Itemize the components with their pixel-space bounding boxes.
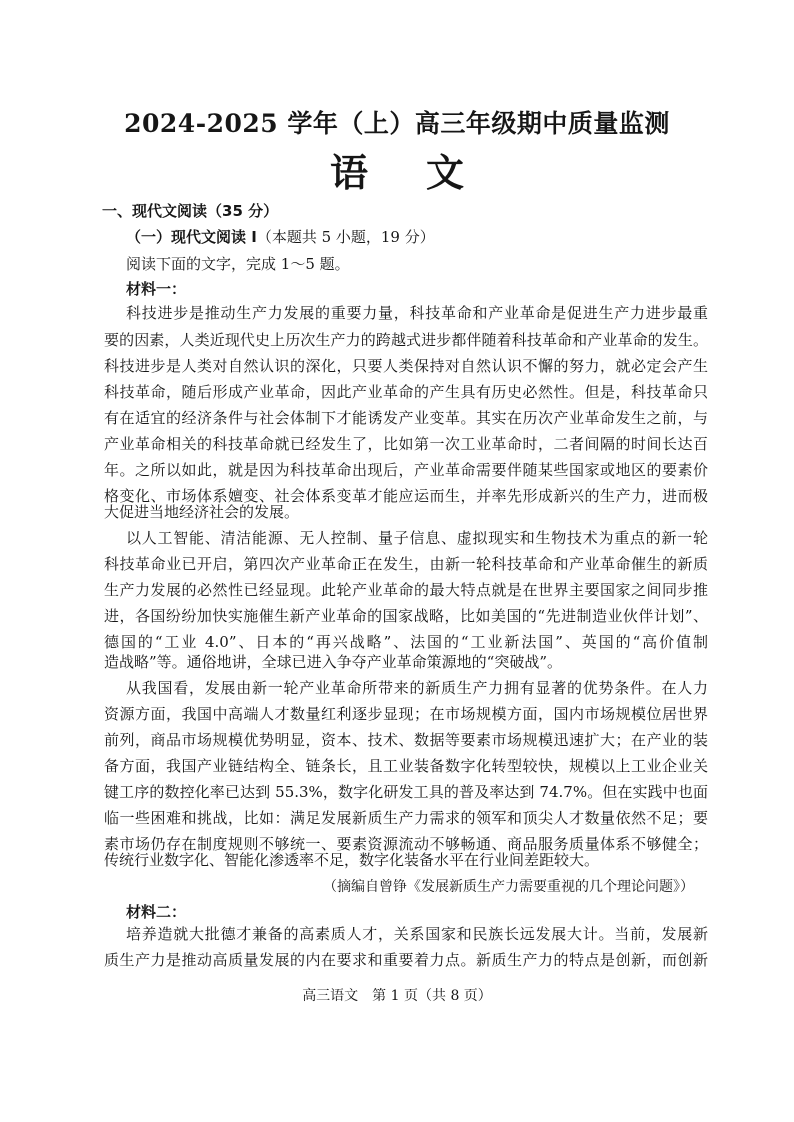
sub-heading-detail: （本题共 5 小题，19 分）: [256, 228, 435, 246]
body-line: 科技进步是推动生产力发展的重要力量，科技革命和产业革命是促进生产力进步最重: [126, 304, 708, 322]
section-heading: 一、现代文阅读（35 分）: [102, 202, 279, 220]
body-line: 大促进当地经济社会的发展。: [104, 503, 300, 521]
instruction: 阅读下面的文字，完成 1～5 题。: [126, 255, 350, 273]
sub-heading-title: （一）现代文阅读 I: [126, 228, 257, 246]
body-line: 要的因素，人类近现代史上历次生产力的跨越式进步都伴随着科技革命和产业革命的发生。: [104, 331, 708, 349]
source-citation: （摘编自曾铮《发展新质生产力需要重视的几个理论问题》）: [323, 879, 694, 895]
page-footer: 高三语文 第 1 页（共 8 页）: [302, 988, 492, 1004]
body-line: 从我国看，发展由新一轮产业革命所带来的新质生产力拥有显著的优势条件。在人力: [126, 679, 708, 697]
body-line: 备方面，我国产业链结构全、链条长，且工业装备数字化转型较快，规模以上工业企业关: [104, 757, 708, 775]
body-line: 资源方面，我国中高端人才数量红利逐步显现；在市场规模方面，国内市场规模位居世界: [104, 705, 708, 723]
body-line: 造战略”等。通俗地讲，全球已进入争夺产业革命策源地的“突破战”。: [104, 653, 563, 671]
sub-heading: [126, 227, 435, 247]
body-line: 格变化、市场体系嬗变、社会体系变革才能应运而生，并率先形成新兴的生产力，进而极: [104, 487, 708, 505]
body-line: 科技革命业已开启，第四次产业革命正在发生，由新一轮科技革命和产业革命催生的新质: [104, 555, 708, 573]
body-line: 科技革命，随后形成产业革命，因此产业革命的产生具有历史必然性。但是，科技革命只: [104, 383, 708, 401]
body-line: 以人工智能、清洁能源、无人控制、量子信息、虚拟现实和生物技术为重点的新一轮: [126, 529, 708, 547]
body-line: 产业革命相关的科技革命就已经发生了，比如第一次工业革命时，二者间隔的时间长达百: [104, 435, 708, 453]
body-line: 年。之所以如此，就是因为科技革命出现后，产业革命需要伴随某些国家或地区的要素价: [104, 461, 708, 479]
body-line: 生产力发展的必然性已经显现。此轮产业革命的最大特点就是在世界主要国家之间同步推: [104, 581, 708, 599]
body-line: 临一些困难和挑战，比如：满足发展新质生产力需求的领军和顶尖人才数量依然不足；要: [104, 809, 708, 827]
body-line: 进，各国纷纷加快实施催生新产业革命的国家战略，比如美国的“先进制造业伙伴计划”、: [104, 607, 708, 625]
material-1-label: 材料一：: [126, 280, 187, 298]
body-line: 传统行业数字化、智能化渗透率不足，数字化装备水平在行业间差距较大。: [104, 851, 600, 869]
body-line: 质生产力是推动高质量发展的内在要求和重要着力点。新质生产力的特点是创新，而创新: [104, 951, 708, 969]
exam-title: 2024-2025 学年（上）高三年级期中质量监测: [124, 109, 670, 138]
subject-title: 语文: [329, 151, 522, 195]
body-line: 科技进步是人类对自然认识的深化，只要人类保持对自然认识不懈的努力，就必定会产生: [104, 357, 708, 375]
body-line: 键工序的数控化率已达到 55.3%，数字化研发工具的普及率达到 74.7%。但在实践中也面: [104, 783, 708, 801]
material-2-label: 材料二：: [126, 903, 187, 921]
body-line: 德国的“工业 4.0”、日本的“再兴战略”、法国的“工业新法国”、英国的“高价值制: [104, 633, 708, 651]
body-line: 培养造就大批德才兼备的高素质人才，关系国家和民族长远发展大计。当前，发展新: [126, 925, 708, 943]
body-line: 前列，商品市场规模优势明显，资本、技术、数据等要素市场规模迅速扩大；在产业的装: [104, 731, 708, 749]
body-line: 素市场仍存在制度规则不够统一、要素资源流动不够畅通、商品服务质量体系不够健全；: [104, 835, 708, 853]
body-line: 有在适宜的经济条件与社会体制下才能诱发产业变革。其实在历次产业革命发生之前，与: [104, 409, 708, 427]
